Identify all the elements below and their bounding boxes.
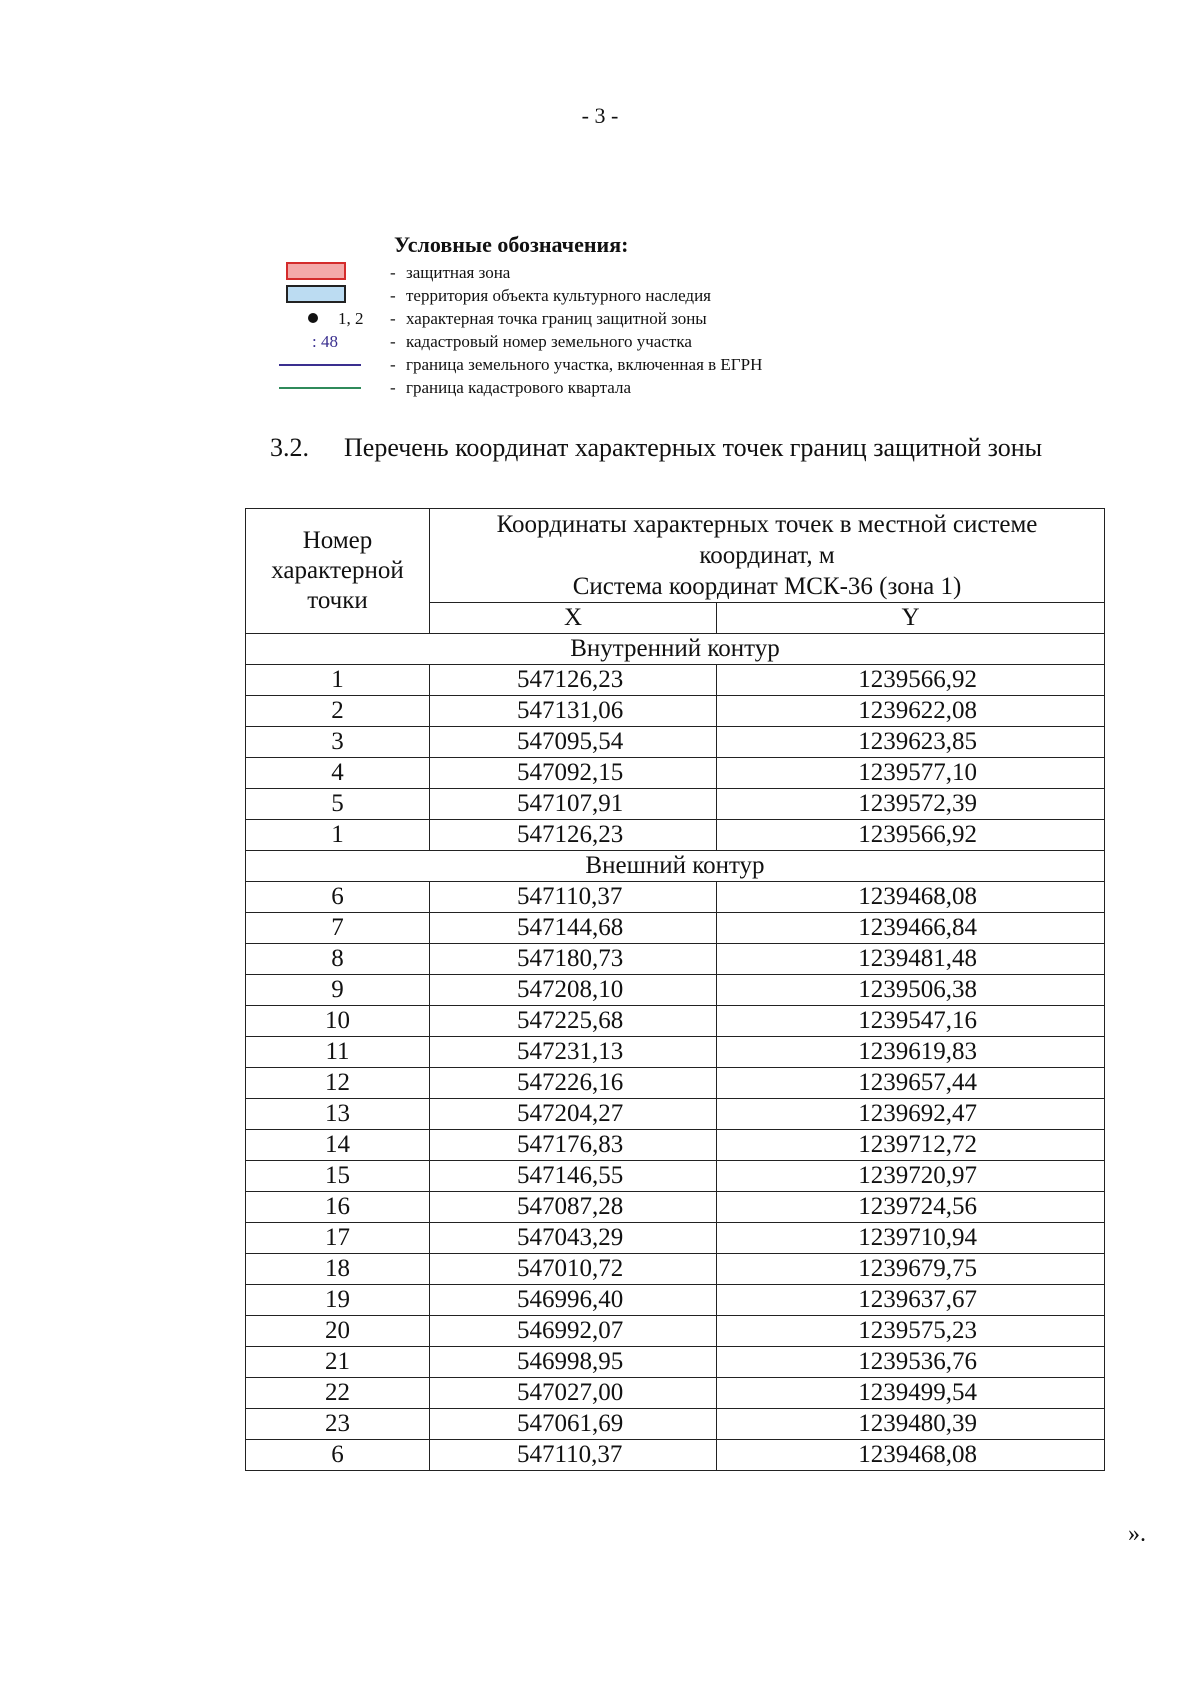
legend-description: кадастровый номер земельного участка — [406, 332, 692, 351]
table-row — [246, 1347, 1105, 1378]
quarter-boundary-line-icon — [279, 387, 361, 389]
x-coordinate-cell: 547180,73 — [430, 944, 717, 975]
legend-description: характерная точка границ защитной зоны — [406, 309, 707, 328]
point-number-cell: 4 — [246, 758, 430, 789]
y-coordinate-cell: 1239710,94 — [717, 1223, 1105, 1254]
point-number-cell: 6 — [246, 882, 430, 913]
x-coordinate-cell: 547208,10 — [430, 975, 717, 1006]
x-coordinate-cell: 547107,91 — [430, 789, 717, 820]
x-coordinate-cell: 547231,13 — [430, 1037, 717, 1068]
y-coordinate-cell: 1239619,83 — [717, 1037, 1105, 1068]
legend-description: граница земельного участка, включенная в ЕГРН — [406, 355, 763, 374]
x-coordinate-cell: 547092,15 — [430, 758, 717, 789]
section-number: 3.2. — [270, 433, 309, 462]
table-row — [246, 1006, 1105, 1037]
point-number-cell: 1 — [246, 665, 430, 696]
section-title: Перечень координат характерных точек границ защитной зоны — [344, 433, 1043, 462]
closing-quote: ». — [1128, 1521, 1146, 1547]
legend-description: граница кадастрового квартала — [406, 378, 631, 397]
contour-section-title: Внутренний контур — [246, 634, 1105, 665]
legend — [274, 232, 874, 412]
page-number: - 3 - — [581, 103, 619, 128]
boundary-point-label: 1, 2 — [338, 309, 364, 328]
point-number-cell: 1 — [246, 820, 430, 851]
table-row — [246, 1316, 1105, 1347]
y-coordinate-cell: 1239712,72 — [717, 1130, 1105, 1161]
point-number-cell: 8 — [246, 944, 430, 975]
table-row — [246, 727, 1105, 758]
x-coordinate-cell: 547087,28 — [430, 1192, 717, 1223]
x-coordinate-cell: 547010,72 — [430, 1254, 717, 1285]
point-number-cell: 13 — [246, 1099, 430, 1130]
legend-item-boundary-point — [274, 308, 874, 330]
point-number-cell: 3 — [246, 727, 430, 758]
protective-zone-swatch — [286, 262, 346, 280]
point-number-cell: 15 — [246, 1161, 430, 1192]
x-coordinate-cell: 547110,37 — [430, 1440, 717, 1471]
legend-dash: - — [390, 309, 396, 328]
table-row — [246, 1409, 1105, 1440]
x-coordinate-cell: 547027,00 — [430, 1378, 717, 1409]
x-coordinate-cell: 547225,68 — [430, 1006, 717, 1037]
point-number-header: Номер характерной точки — [246, 509, 430, 634]
legend-item-protective-zone — [274, 262, 874, 284]
table-row — [246, 882, 1105, 913]
y-coordinate-cell: 1239572,39 — [717, 789, 1105, 820]
y-coordinate-cell: 1239480,39 — [717, 1409, 1105, 1440]
y-coordinate-cell: 1239536,76 — [717, 1347, 1105, 1378]
contour-section-row — [246, 634, 1105, 665]
y-coordinate-cell: 1239547,16 — [717, 1006, 1105, 1037]
point-number-cell: 11 — [246, 1037, 430, 1068]
table-row — [246, 913, 1105, 944]
legend-dash: - — [390, 286, 396, 305]
point-number-cell: 6 — [246, 1440, 430, 1471]
x-coordinate-cell: 547204,27 — [430, 1099, 717, 1130]
y-coordinate-cell: 1239506,38 — [717, 975, 1105, 1006]
table-row — [246, 1130, 1105, 1161]
y-coordinate-cell: 1239623,85 — [717, 727, 1105, 758]
table-row — [246, 1192, 1105, 1223]
legend-title: Условные обозначения: — [394, 232, 629, 257]
x-coordinate-cell: 546998,95 — [430, 1347, 717, 1378]
x-coordinate-cell: 547126,23 — [430, 820, 717, 851]
x-column-header: X — [430, 603, 717, 634]
coordinates-table — [245, 508, 1105, 1471]
heritage-territory-swatch — [286, 285, 346, 303]
contour-section-row — [246, 851, 1105, 882]
table-body — [246, 634, 1105, 1471]
table-row — [246, 820, 1105, 851]
point-number-cell: 22 — [246, 1378, 430, 1409]
legend-dash: - — [390, 263, 396, 282]
x-coordinate-cell: 547110,37 — [430, 882, 717, 913]
section-heading — [270, 433, 1042, 463]
legend-item-egrn-boundary — [274, 354, 874, 376]
y-coordinate-cell: 1239466,84 — [717, 913, 1105, 944]
point-number-cell: 20 — [246, 1316, 430, 1347]
x-coordinate-cell: 546992,07 — [430, 1316, 717, 1347]
coordinates-header-line: Координаты характерных точек в местной системе — [496, 511, 1038, 538]
legend-item-cadastral-number — [274, 331, 874, 353]
boundary-point-icon — [308, 313, 318, 323]
x-coordinate-cell: 547131,06 — [430, 696, 717, 727]
table-row — [246, 1440, 1105, 1471]
table-row — [246, 665, 1105, 696]
point-number-cell: 14 — [246, 1130, 430, 1161]
table-row — [246, 758, 1105, 789]
y-coordinate-cell: 1239679,75 — [717, 1254, 1105, 1285]
y-column-header: Y — [717, 603, 1105, 634]
table-row — [246, 975, 1105, 1006]
legend-item-heritage-territory — [274, 285, 874, 307]
egrn-boundary-line-icon — [279, 364, 361, 366]
table-row — [246, 1068, 1105, 1099]
y-coordinate-cell: 1239468,08 — [717, 1440, 1105, 1471]
y-coordinate-cell: 1239566,92 — [717, 665, 1105, 696]
coordinates-header-line: Система координат МСК-36 (зона 1) — [572, 573, 962, 600]
table-row — [246, 789, 1105, 820]
table-row — [246, 696, 1105, 727]
table-row — [246, 1378, 1105, 1409]
table-row — [246, 1254, 1105, 1285]
y-coordinate-cell: 1239657,44 — [717, 1068, 1105, 1099]
x-coordinate-cell: 547095,54 — [430, 727, 717, 758]
point-number-cell: 18 — [246, 1254, 430, 1285]
point-number-cell: 21 — [246, 1347, 430, 1378]
y-coordinate-cell: 1239481,48 — [717, 944, 1105, 975]
point-number-cell: 23 — [246, 1409, 430, 1440]
point-number-cell: 9 — [246, 975, 430, 1006]
x-coordinate-cell: 547043,29 — [430, 1223, 717, 1254]
table-row — [246, 1037, 1105, 1068]
table-row — [246, 944, 1105, 975]
y-coordinate-cell: 1239468,08 — [717, 882, 1105, 913]
legend-dash: - — [390, 355, 396, 374]
y-coordinate-cell: 1239577,10 — [717, 758, 1105, 789]
table-row — [246, 1161, 1105, 1192]
x-coordinate-cell: 547226,16 — [430, 1068, 717, 1099]
contour-section-title: Внешний контур — [246, 851, 1105, 882]
table-row — [246, 1285, 1105, 1316]
legend-dash: - — [390, 332, 396, 351]
y-coordinate-cell: 1239692,47 — [717, 1099, 1105, 1130]
point-number-cell: 12 — [246, 1068, 430, 1099]
y-coordinate-cell: 1239575,23 — [717, 1316, 1105, 1347]
y-coordinate-cell: 1239720,97 — [717, 1161, 1105, 1192]
legend-description: защитная зона — [406, 263, 511, 282]
x-coordinate-cell: 546996,40 — [430, 1285, 717, 1316]
x-coordinate-cell: 547176,83 — [430, 1130, 717, 1161]
point-number-cell: 16 — [246, 1192, 430, 1223]
coordinates-header-line: координат, м — [699, 542, 835, 569]
table-row — [246, 1099, 1105, 1130]
cadastral-number-label: : 48 — [312, 332, 338, 351]
x-coordinate-cell: 547144,68 — [430, 913, 717, 944]
point-number-cell: 2 — [246, 696, 430, 727]
point-number-cell: 19 — [246, 1285, 430, 1316]
point-number-cell: 10 — [246, 1006, 430, 1037]
point-number-cell: 5 — [246, 789, 430, 820]
legend-item-quarter-boundary — [274, 377, 874, 399]
y-coordinate-cell: 1239499,54 — [717, 1378, 1105, 1409]
table-header-row — [246, 509, 1105, 603]
x-coordinate-cell: 547146,55 — [430, 1161, 717, 1192]
point-number-cell: 7 — [246, 913, 430, 944]
y-coordinate-cell: 1239622,08 — [717, 696, 1105, 727]
legend-dash: - — [390, 378, 396, 397]
legend-description: территория объекта культурного наследия — [406, 286, 711, 305]
coordinates-header — [430, 509, 1105, 603]
x-coordinate-cell: 547061,69 — [430, 1409, 717, 1440]
point-number-cell: 17 — [246, 1223, 430, 1254]
y-coordinate-cell: 1239724,56 — [717, 1192, 1105, 1223]
x-coordinate-cell: 547126,23 — [430, 665, 717, 696]
y-coordinate-cell: 1239637,67 — [717, 1285, 1105, 1316]
table-row — [246, 1223, 1105, 1254]
y-coordinate-cell: 1239566,92 — [717, 820, 1105, 851]
